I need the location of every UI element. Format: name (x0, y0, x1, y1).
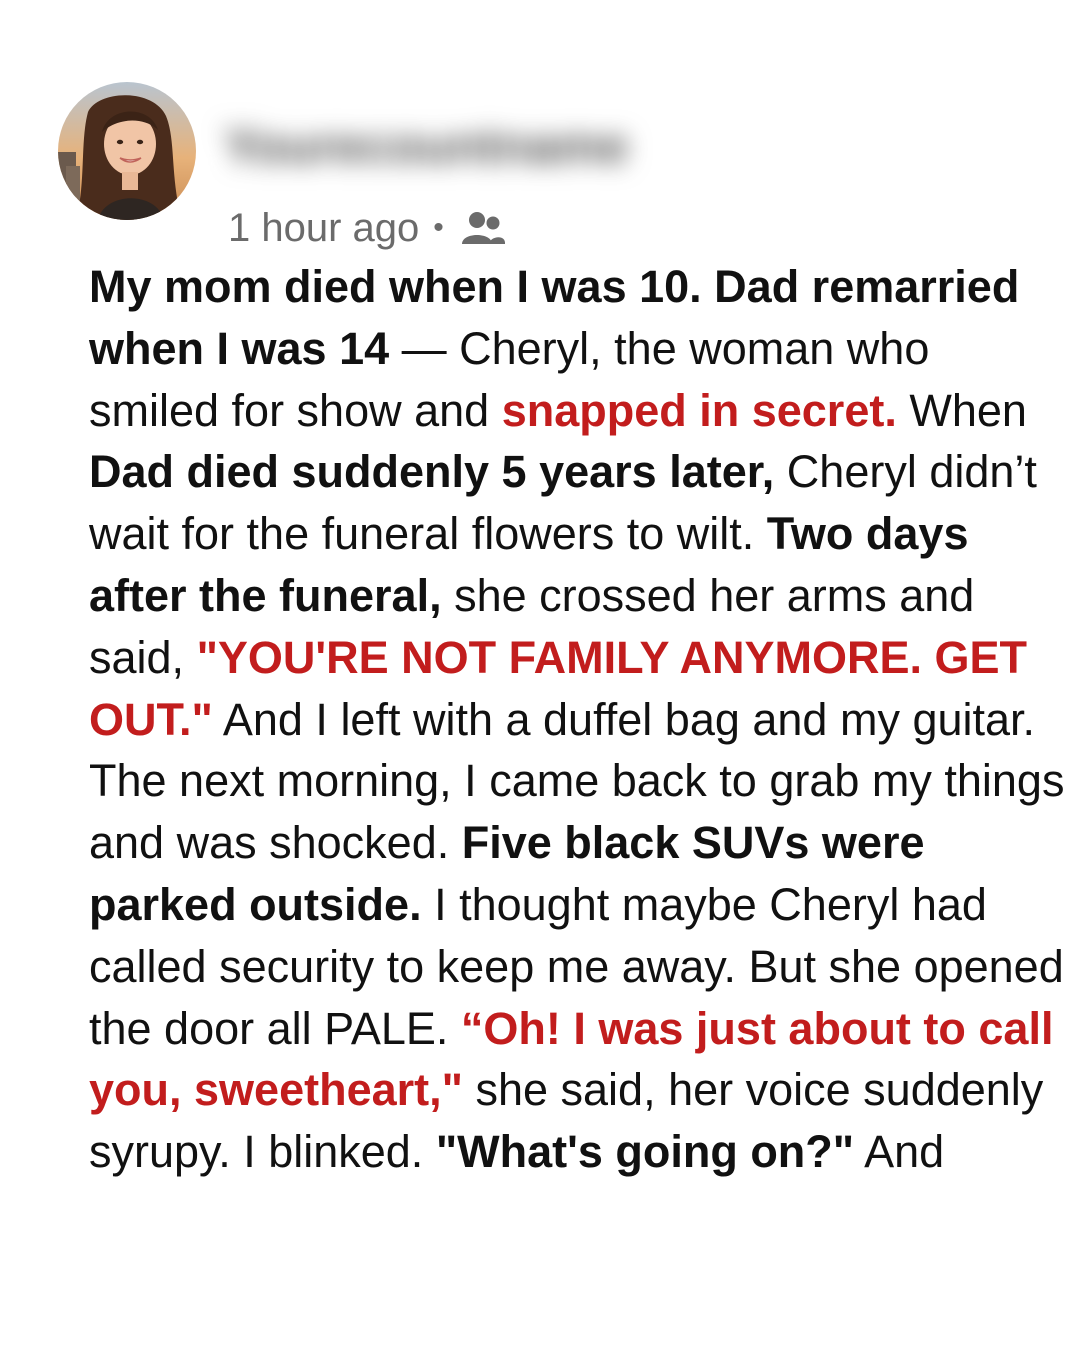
post-header (0, 0, 1080, 260)
post-text-segment: — Cheryl, the woman who smiled for show and (89, 322, 930, 436)
post-timestamp[interactable]: 1 hour ago (228, 205, 420, 250)
post-text-segment: "YOU'RE NOT FAMILY ANYMORE. GET OUT." (89, 631, 1028, 745)
post-text-segment: Cheryl didn’t wait for the funeral flowers to wilt. (89, 446, 1037, 560)
avatar-photo (58, 82, 196, 220)
post-body (89, 256, 1069, 1183)
post-text-segment: snapped in secret. (501, 384, 897, 436)
author-name[interactable]: Yourecountname (224, 120, 629, 172)
post-text-segment: My mom died when I was 10. Dad remarried when I was 14 (89, 261, 1020, 374)
meta-separator: • (433, 211, 444, 244)
post-text-segment: And I left with a duffel bag and my guitar. The next morning, I came back to grab my things and was shocked. (89, 693, 1065, 869)
post-text-segment: "What's going on?" (435, 1126, 855, 1178)
author-avatar[interactable] (58, 82, 196, 220)
post-text-segment: she crossed her arms and said, (89, 569, 975, 683)
post-meta (228, 204, 506, 252)
post-text-segment: And (854, 1126, 945, 1178)
post-text-segment: she said, her voice suddenly syrupy. I blinked. (89, 1064, 1044, 1178)
post-text-segment: Dad died suddenly 5 years later, (89, 446, 775, 498)
post-text-segment: “Oh! I was just about to call you, sweetheart," (89, 1002, 1054, 1116)
post-text-segment: Five black SUVs were parked outside. (89, 817, 925, 930)
friends-icon[interactable] (460, 208, 506, 248)
post-text-segment: Two days after the funeral, (89, 508, 969, 621)
post-text-segment: When (896, 384, 1027, 436)
post-text-segment: I thought maybe Cheryl had called security to keep me away. But she opened the door all PALE. (89, 878, 1064, 1054)
